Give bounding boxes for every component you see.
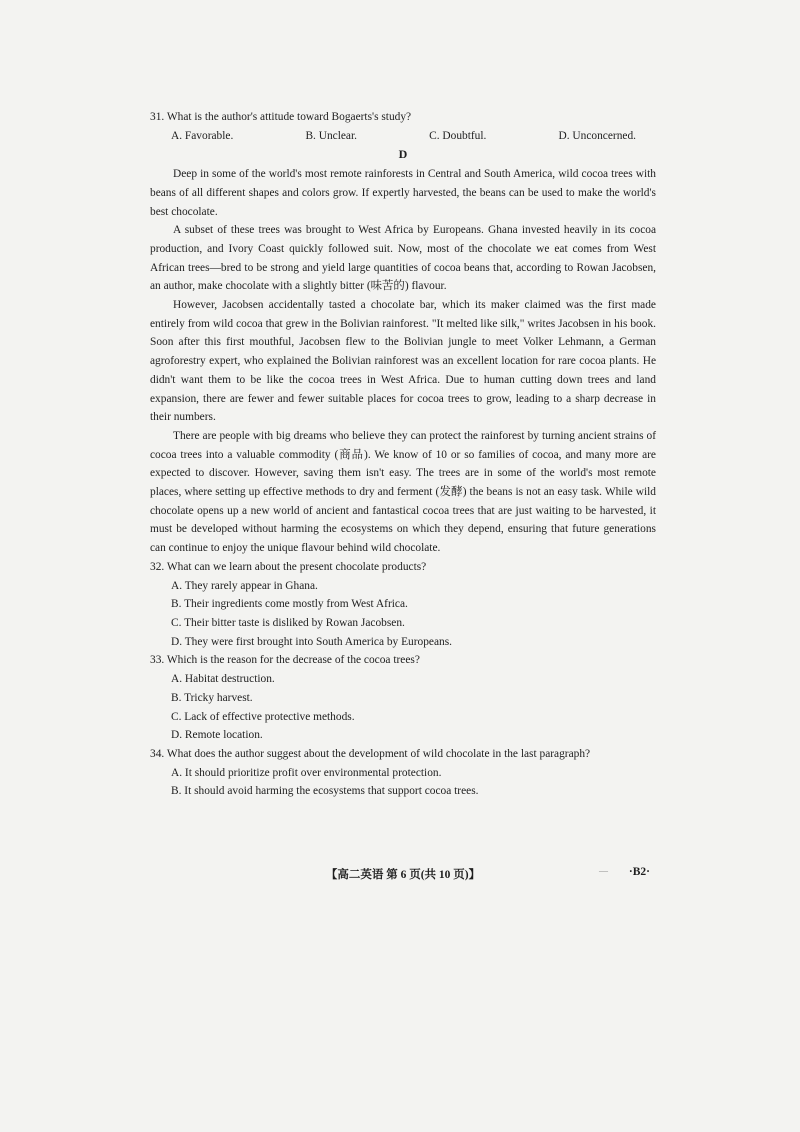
passage-paragraph-4: There are people with big dreams who believe they can protect the rainforest by turning ancient strains of cocoa trees into a valuable commodity (商品). We know of 10 or so families of cocoa, and many more are expected to discover. However, saving them isn't easy. The trees are in some of the world's most remote places, where setting up effective methods to dry and ferment (发酵) the beans is not an easy task. While wild chocolate opens up a new world of ancient and fantastical cocoa trees that are just waiting to be harvested, it must be developed without harming the ecosystems on which they depend, ensuring that future generations can continue to enjoy the unique flavour behind wild chocolate. [150,429,656,555]
q34-stem: 34. What does the author suggest about the development of wild chocolate in the last paragraph? [150,747,591,760]
footer-dash: — [599,866,608,876]
q32-option-a: A. They rarely appear in Ghana. [171,579,318,592]
q32-option-c: C. Their bitter taste is disliked by Rowan Jacobsen. [171,616,405,629]
exam-content [150,108,656,801]
section-heading: D [398,147,408,162]
q31-option-a: A. Favorable. [171,129,234,142]
q33-stem: 33. Which is the reason for the decrease of the cocoa trees? [150,654,420,667]
paper-code: ·B2· [628,866,650,878]
q32-stem: 32. What can we learn about the present chocolate products? [150,560,427,573]
q34-option-b: B. It should avoid harming the ecosystems that support cocoa trees. [171,785,479,798]
page-footer [150,866,656,884]
q33-option-b: B. Tricky harvest. [171,691,253,704]
q33-option-c: C. Lack of effective protective methods. [171,710,355,723]
q32-option-d: D. They were first brought into South America by Europeans. [171,635,453,648]
q34-option-a: A. It should prioritize profit over environmental protection. [171,766,442,779]
passage-paragraph-2: A subset of these trees was brought to West Africa by Europeans. Ghana invested heavily in its cocoa production, and Ivory Coast quickly followed suit. Now, most of the chocolate we eat comes from West African trees—bred to be strong and yield large quantities of cocoa beans that, according to Rowan Jacobsen, an author, make chocolate with a slightly bitter (味苦的) flavour. [150,224,656,293]
q33-option-d: D. Remote location. [171,729,263,742]
q31-options [150,127,656,146]
q31-option-c: C. Doubtful. [429,129,487,142]
q31-option-b: B. Unclear. [305,129,357,142]
q31-option-d: D. Unconcerned. [558,129,636,142]
q31-stem: 31. What is the author's attitude toward Bogaerts's study? [150,111,412,123]
q33-option-a: A. Habitat destruction. [171,673,275,686]
page-number-label: 【高二英语 第 6 页(共 10 页)】 [325,869,481,881]
passage-paragraph-1: Deep in some of the world's most remote rainforests in Central and South America, wild cocoa trees with beans of all different shapes and colors grow. If expertly harvested, the beans can be used to make the world's best chocolate. [150,168,656,218]
q32-option-b: B. Their ingredients come mostly from West Africa. [171,598,408,611]
passage-paragraph-3: However, Jacobsen accidentally tasted a chocolate bar, which its maker claimed was the first made entirely from wild cocoa that grew in the Bolivian rainforest. "It melted like silk," writes Jacobsen in his book. Soon after this first mouthful, Jacobsen flew to the Bolivian jungle to meet Volker Lehmann, a German agroforestry expert, who explained the Bolivian rainforest was an excellent location for rare cocoa plants. He didn't want them to be like the cocoa trees in West Africa. Due to human cutting down trees and land expansion, there are fewer and fewer suitable places for cocoa trees to grow, leading to a sharp decrease in their numbers. [150,299,656,424]
